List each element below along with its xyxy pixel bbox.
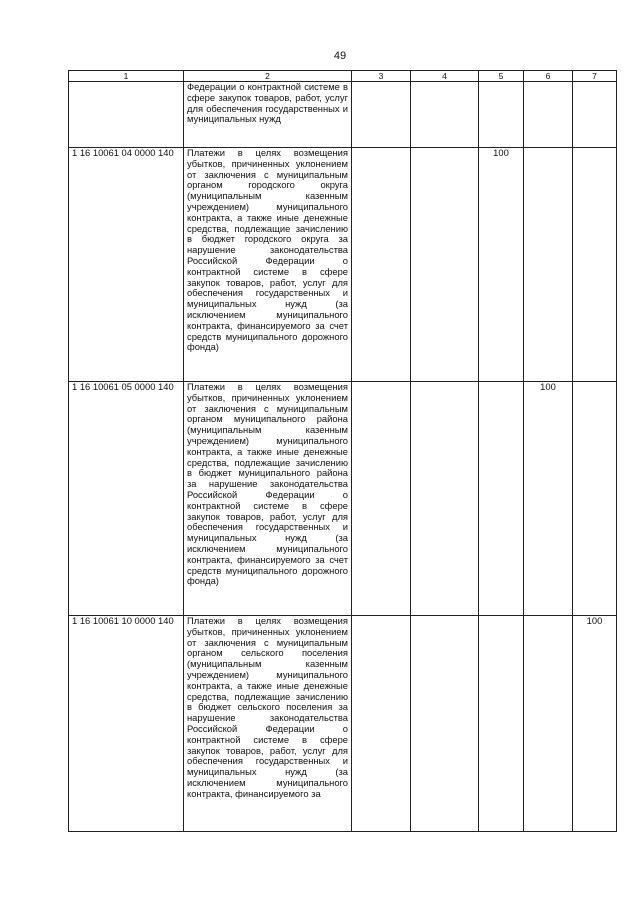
value-cell xyxy=(411,382,479,616)
column-numbers-row xyxy=(69,71,617,82)
value-cell: 100 xyxy=(479,148,524,382)
value-cell: 100 xyxy=(524,382,573,616)
description-cell: Федерации о контрактной системе в сфере закупок товаров, работ, услуг для обеспечения государственных и муниципальных нужд xyxy=(184,82,352,148)
value-cell: 100 xyxy=(573,616,617,832)
table-row xyxy=(69,616,617,832)
value-cell xyxy=(573,382,617,616)
value-cell xyxy=(524,148,573,382)
value-cell xyxy=(479,382,524,616)
column-number: 6 xyxy=(524,71,573,82)
table-row xyxy=(69,382,617,616)
column-number: 7 xyxy=(573,71,617,82)
value-cell xyxy=(411,148,479,382)
column-number: 3 xyxy=(352,71,411,82)
value-cell xyxy=(524,82,573,148)
value-cell xyxy=(352,616,411,832)
description-cell: Платежи в целях возмещения убытков, причиненных уклонением от заключения с муниципальным органом городского округа (муниципальным казенным учреждением) муниципального контракта, а также иные денежные средства, подлежащие зачислению в бюджет городского округа за нарушение законодательства Российской Федерации о контрактной системе в сфере закупок товаров, работ, услуг для обеспечения государственных и муниципальных нужд (за исключением муниципального контракта, финансируемого за счет средств муниципального дорожного фонда) xyxy=(184,148,352,382)
budget-code-cell xyxy=(69,82,184,148)
page-number: 49 xyxy=(333,50,347,62)
description-cell: Платежи в целях возмещения убытков, причиненных уклонением от заключения с муниципальным органом муниципального района (муниципальным казенным учреждением) муниципального контракта, а также иные денежные средства, подлежащие зачислению в бюджет муниципального района за нарушение законодательства Российской Федерации о контрактной системе в сфере закупок товаров, работ, услуг для обеспечения государственных и муниципальных нужд (за исключением муниципального контракта, финансируемого за счет средств муниципального дорожного фонда) xyxy=(184,382,352,616)
value-cell xyxy=(479,82,524,148)
value-cell xyxy=(524,616,573,832)
table-row xyxy=(69,148,617,382)
value-cell xyxy=(352,382,411,616)
value-cell xyxy=(352,82,411,148)
value-cell xyxy=(573,82,617,148)
value-cell xyxy=(411,82,479,148)
value-cell xyxy=(352,148,411,382)
column-number: 4 xyxy=(411,71,479,82)
revenue-table xyxy=(68,70,617,832)
budget-code-cell: 1 16 10061 04 0000 140 xyxy=(69,148,184,382)
budget-code-cell: 1 16 10061 05 0000 140 xyxy=(69,382,184,616)
value-cell xyxy=(411,616,479,832)
table-row xyxy=(69,82,617,148)
value-cell xyxy=(573,148,617,382)
column-number: 2 xyxy=(184,71,352,82)
value-cell xyxy=(479,616,524,832)
column-number: 1 xyxy=(69,71,184,82)
description-cell: Платежи в целях возмещения убытков, причиненных уклонением от заключения с муниципальным органом сельского поселения (муниципальным казенным учреждением) муниципального контракта, а также иные денежные средства, подлежащие зачислению в бюджет сельского поселения за нарушение законодательства Российской Федерации о контрактной системе в сфере закупок товаров, работ, услуг для обеспечения государственных и муниципальных нужд (за исключением муниципального контракта, финансируемого за xyxy=(184,616,352,832)
column-number: 5 xyxy=(479,71,524,82)
budget-code-cell: 1 16 10061 10 0000 140 xyxy=(69,616,184,832)
